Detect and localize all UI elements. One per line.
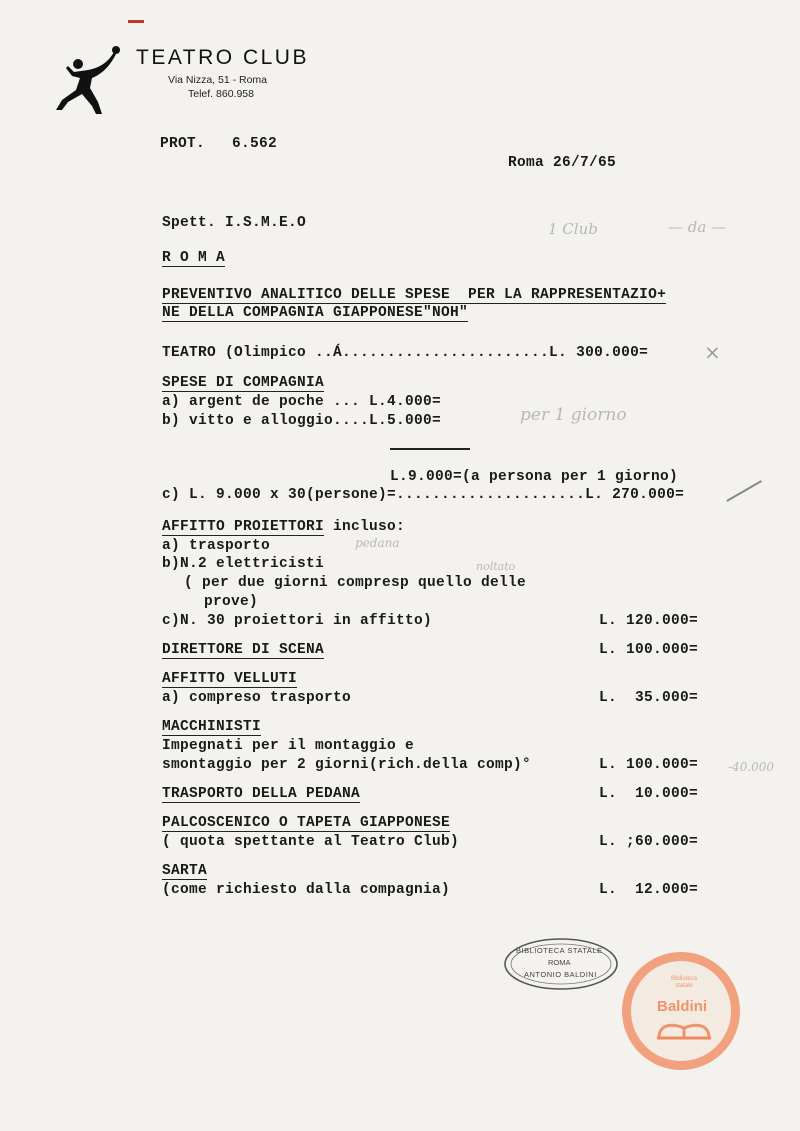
recipient: Spett. I.S.M.E.O (162, 215, 307, 231)
red-ink-mark (128, 20, 144, 23)
macchinisti-amount: L. 100.000= (599, 757, 699, 773)
sarta-heading: SARTA (162, 863, 208, 879)
letterhead-name: TEATRO CLUB (136, 46, 309, 69)
watermark-small-text: Biblioteca statale (670, 976, 697, 989)
proiettori-b-note-1: ( per due giorni compresp quello delle (184, 575, 527, 591)
macchinisti-line-2: smontaggio per 2 giorni(rich.della comp)° (162, 757, 532, 773)
book-icon (655, 1018, 713, 1040)
macchinisti-line-1: Impegnati per il montaggio e (162, 738, 415, 754)
teatro-line: TEATRO (Olimpico ..Á.......................L. 300.000= (162, 345, 649, 361)
city-heading: R O M A (162, 250, 226, 266)
letterhead-address: Via Nizza, 51 - Roma (168, 74, 268, 86)
affitto-proiettori-heading (162, 519, 405, 535)
proiettori-amount: L. 120.000= (599, 613, 699, 629)
stamp-line-1: BIBLIOTECA STATALE (516, 946, 603, 955)
velluti-a-line: a) compreso trasporto (162, 690, 352, 706)
stamp-line-3: ANTONIO BALDINI (524, 970, 597, 979)
affitto-proiettori-suffix: incluso: (324, 519, 406, 535)
sarta-line-1: (come richiesto dalla compagnia) (162, 882, 451, 898)
proiettori-c-line: c)N. 30 proiettori in affitto) (162, 613, 433, 629)
subject-line-2: NE DELLA COMPAGNIA GIAPPONESE"NOH" (162, 305, 469, 321)
proiettori-a-line: a) trasporto (162, 538, 271, 554)
dancer-logo-icon (52, 44, 124, 116)
proiettori-b-line: b)N.2 elettricisti (162, 556, 325, 572)
palcoscenico-line-1: ( quota spettante al Teatro Club) (162, 834, 460, 850)
spese-a-line: a) argent de poche ... L.4.000= (162, 394, 442, 410)
pedana-amount: L. 10.000= (599, 786, 699, 802)
velluti-heading: AFFITTO VELLUTI (162, 671, 298, 687)
letterhead-phone: Telef. 860.958 (188, 88, 254, 100)
protocol-number: PROT. 6.562 (160, 136, 278, 152)
macchinisti-heading: MACCHINISTI (162, 719, 262, 735)
proiettori-b-note-2: prove) (204, 594, 259, 610)
sum-divider (390, 448, 470, 450)
palcoscenico-amount: L. ;60.000= (599, 834, 699, 850)
subject-line-1: PREVENTIVO ANALITICO DELLE SPESE PER LA RAPPRESENTAZIO+ (162, 287, 667, 303)
check-mark-spese (726, 480, 761, 501)
affitto-proiettori-title: AFFITTO PROIETTORI (162, 519, 325, 535)
handwritten-per-giorno: per 1 giorno (520, 405, 627, 425)
direttore-heading: DIRETTORE DI SCENA (162, 642, 325, 658)
spese-compagnia-heading: SPESE DI COMPAGNIA (162, 375, 325, 391)
handwritten-noltato: noltato (476, 560, 516, 573)
place-date: Roma 26/7/65 (508, 155, 617, 171)
check-mark-teatro: × (704, 340, 721, 364)
spese-subtotal: L.9.000=(a persona per 1 giorno) (390, 469, 679, 485)
stamp-line-2: ROMA (548, 958, 571, 967)
handwritten-forty: -40.000 (728, 760, 775, 774)
palcoscenico-heading: PALCOSCENICO O TAPETA GIAPPONESE (162, 815, 451, 831)
sarta-amount: L. 12.000= (599, 882, 699, 898)
handwritten-da: — da — (668, 218, 727, 236)
watermark-name: Baldini (657, 998, 708, 1015)
velluti-amount: L. 35.000= (599, 690, 699, 706)
spese-b-line: b) vitto e alloggio....L.5.000= (162, 413, 442, 429)
spese-c-line: c) L. 9.000 x 30(persone)=.....................L. 270.000= (162, 487, 685, 503)
handwritten-club: 1 Club (548, 220, 598, 238)
direttore-amount: L. 100.000= (599, 642, 699, 658)
pedana-heading: TRASPORTO DELLA PEDANA (162, 786, 361, 802)
handwritten-pedana: pedana (355, 536, 400, 550)
